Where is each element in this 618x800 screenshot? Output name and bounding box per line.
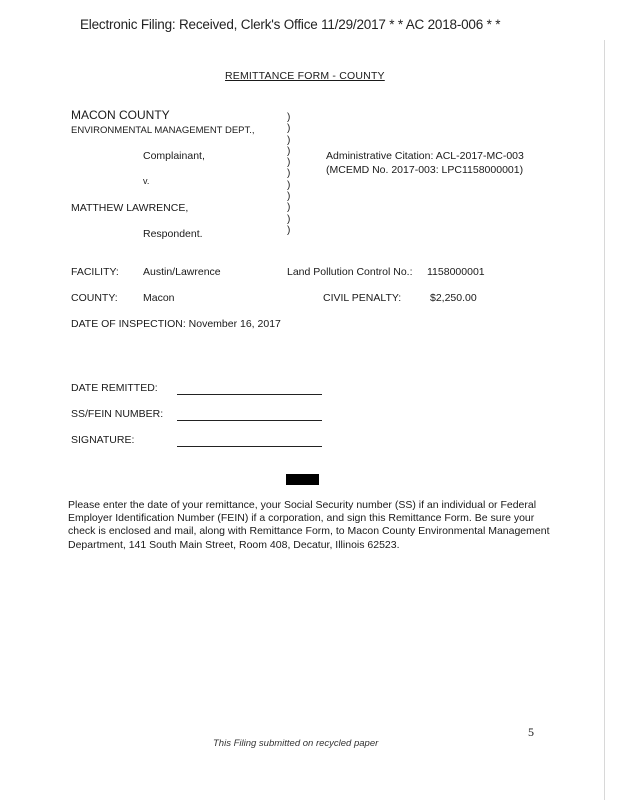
date-remitted-line[interactable] (177, 383, 322, 395)
ssfein-label: SS/FEIN NUMBER: (71, 408, 164, 420)
county-label: COUNTY: (71, 292, 118, 304)
redaction-block (286, 474, 319, 485)
citation-number: Administrative Citation: ACL-2017-MC-003 (326, 150, 524, 162)
county-value: Macon (143, 292, 175, 304)
instructions-paragraph: Please enter the date of your remittance, your Social Security number (SS) if an individual or Federal Employer Identification Number (FEIN) if a corporation, and sign this Remittance Form. Be sure your check is enclosed and mail, along with Remittance Form, to Macon County Environmental Management Department, 141 South Main Street, Room 408, Decatur, Illinois 62523. (68, 499, 550, 551)
lpc-label: Land Pollution Control No.: (287, 266, 413, 278)
page-number: 5 (528, 725, 534, 739)
respondent-label: Respondent. (143, 228, 203, 240)
complainant-dept: ENVIRONMENTAL MANAGEMENT DEPT., (71, 125, 255, 136)
penalty-label: CIVIL PENALTY: (323, 292, 402, 304)
respondent-name: MATTHEW LAWRENCE, (71, 202, 189, 214)
caption-parentheses: ) ) ) ) ) ) ) ) ) ) ) (287, 112, 291, 236)
footer-note: This Filing submitted on recycled paper (213, 738, 379, 749)
date-remitted-label: DATE REMITTED: (71, 382, 158, 394)
page-edge-divider (604, 40, 605, 800)
signature-line[interactable] (177, 435, 322, 447)
versus-label: v. (143, 176, 150, 186)
lpc-value: 1158000001 (427, 266, 485, 278)
mcemd-number: (MCEMD No. 2017-003: LPC1158000001) (326, 164, 524, 176)
inspection-date: DATE OF INSPECTION: November 16, 2017 (71, 318, 281, 330)
ssfein-line[interactable] (177, 409, 322, 421)
complainant-name: MACON COUNTY (71, 108, 170, 122)
filing-header: Electronic Filing: Received, Clerk's Office 11/29/2017 * * AC 2018-006 * * (80, 17, 501, 32)
facility-value: Austin/Lawrence (143, 266, 221, 278)
complainant-label: Complainant, (143, 150, 205, 162)
signature-label: SIGNATURE: (71, 434, 135, 446)
penalty-value: $2,250.00 (430, 292, 477, 304)
form-title: REMITTANCE FORM - COUNTY (225, 70, 385, 82)
facility-label: FACILITY: (71, 266, 119, 278)
